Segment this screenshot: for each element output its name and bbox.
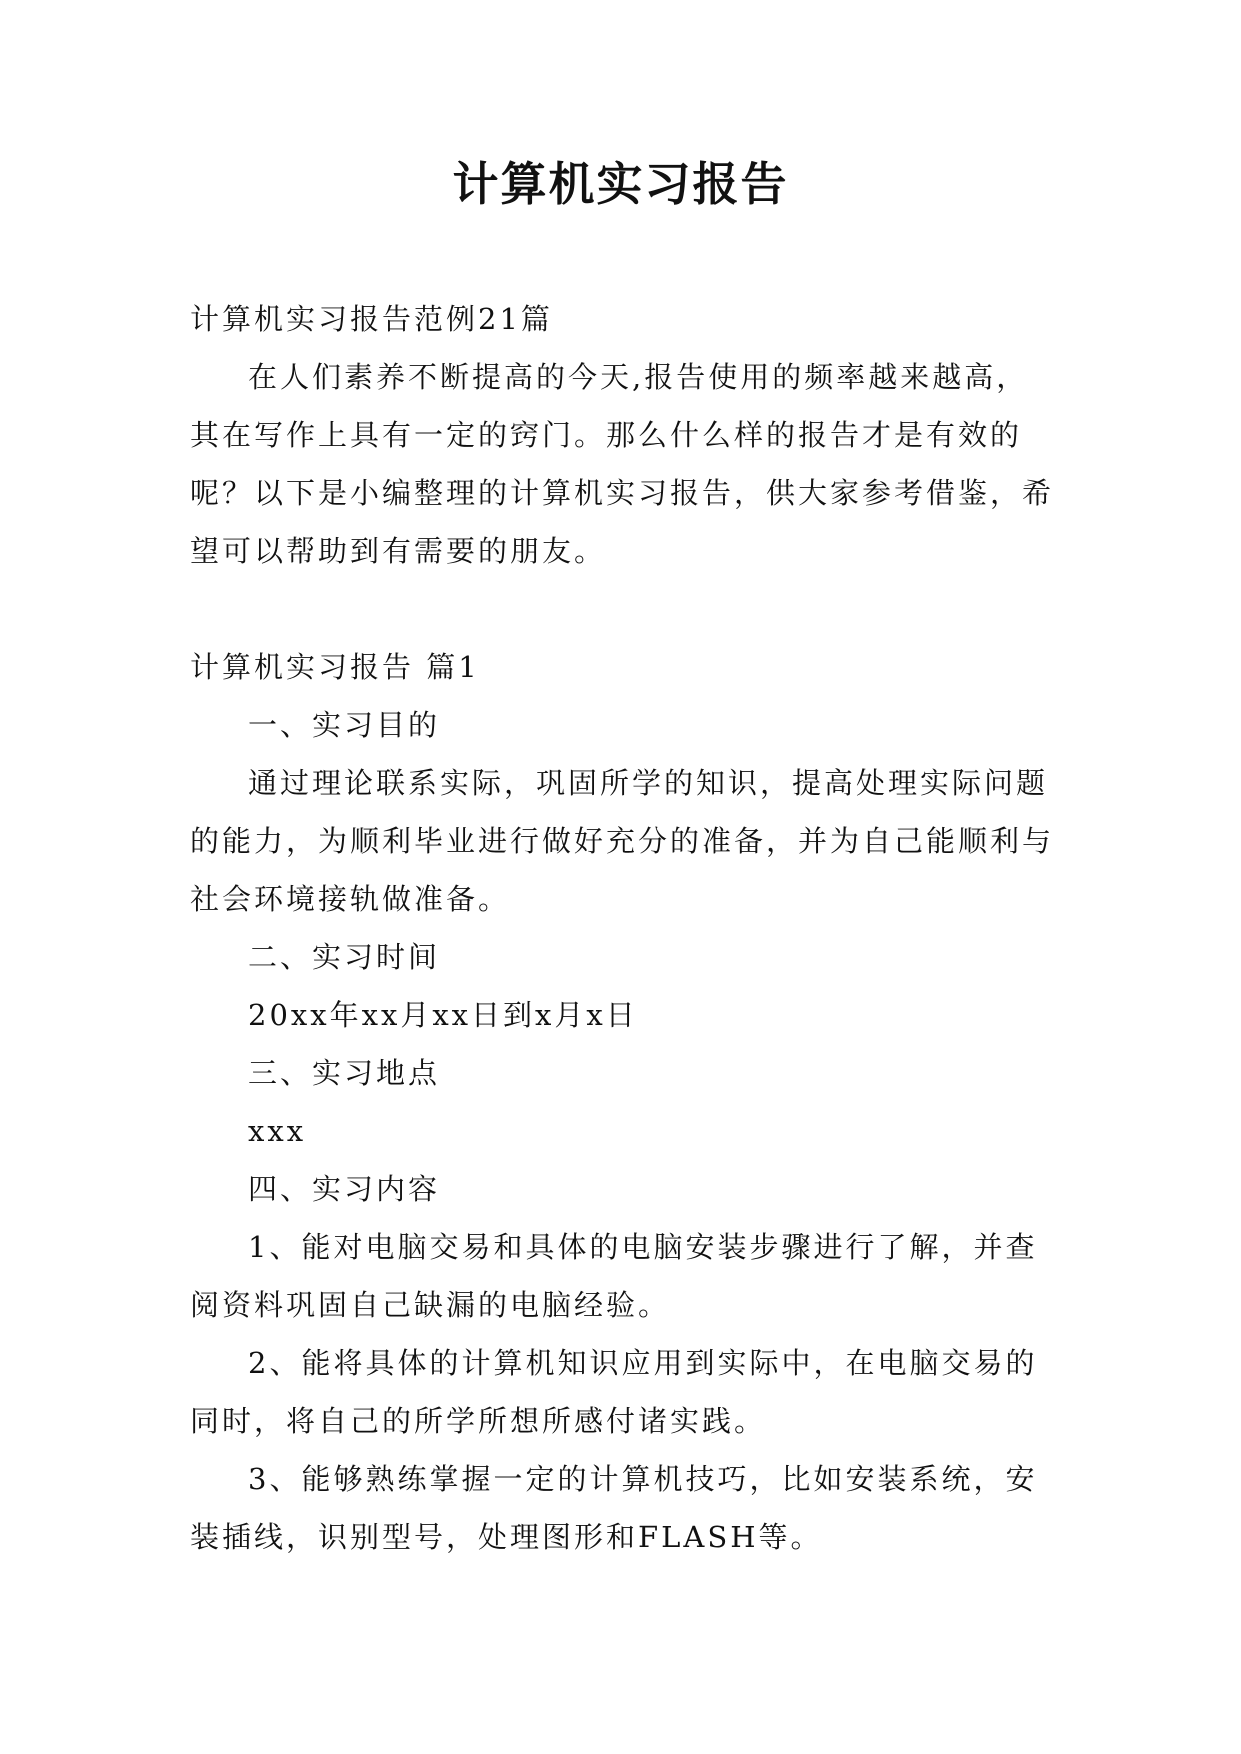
content-item-1: 1、能对电脑交易和具体的电脑安装步骤进行了解，并查阅资料巩固自己缺漏的电脑经验。: [190, 1230, 1038, 1322]
purpose-text: 通过理论联系实际，巩固所学的知识，提高处理实际问题的能力，为顺利毕业进行做好充分的准备，并为自己能顺利与社会环境接轨做准备。: [190, 766, 1055, 916]
intro-subtitle: 计算机实习报告范例21篇: [190, 302, 553, 336]
time-heading: 二、实习时间: [248, 940, 441, 974]
place-heading: 三、实习地点: [248, 1056, 441, 1090]
content-item-2: 2、能将具体的计算机知识应用到实际中，在电脑交易的同时，将自己的所学所想所感付诸实践。: [190, 1346, 1038, 1438]
place-text: xxx: [248, 1114, 307, 1148]
content-heading: 四、实习内容: [248, 1172, 441, 1206]
intro-paragraph: 在人们素养不断提高的今天,报告使用的频率越来越高，其在写作上具有一定的窍门。那么什么样的报告才是有效的呢？以下是小编整理的计算机实习报告，供大家参考借鉴，希望可以帮助到有需要的朋友。: [190, 360, 1055, 568]
purpose-heading: 一、实习目的: [248, 708, 441, 742]
intro-block: [190, 290, 1058, 580]
content-item-3: 3、能够熟练掌握一定的计算机技巧，比如安装系统，安装插线，识别型号，处理图形和FLASH等。: [190, 1462, 1038, 1554]
section-heading: 计算机实习报告 篇1: [190, 650, 480, 684]
section-1: [190, 638, 1058, 1566]
document-title: 计算机实习报告: [452, 157, 789, 211]
time-text: 20xx年xx月xx日到x月x日: [248, 998, 638, 1032]
